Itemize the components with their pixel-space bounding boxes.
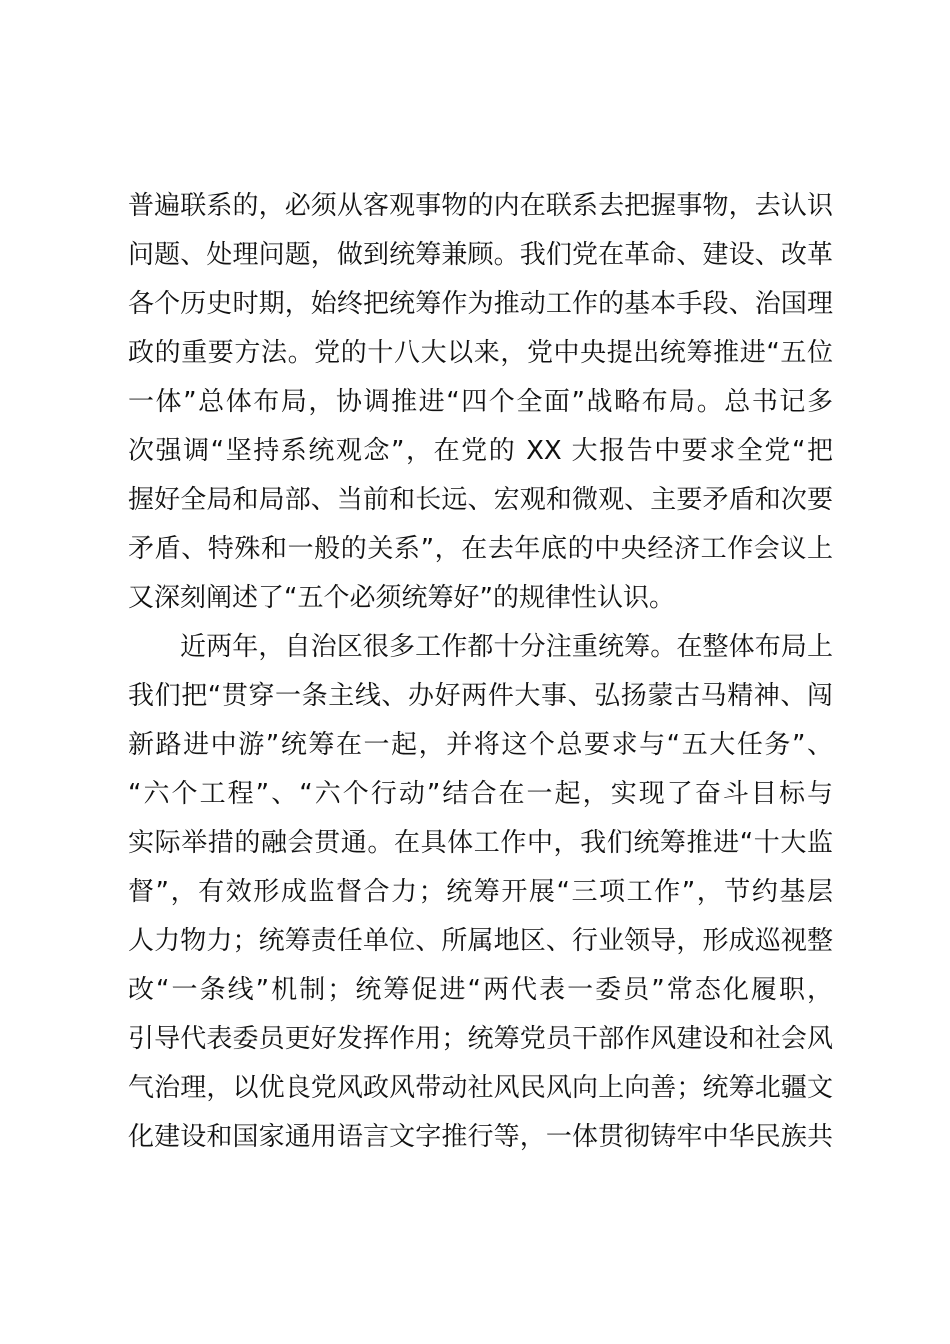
text-line: 督”，有效形成监督合力；统筹开展“三项工作”，节约基层 [128,877,833,907]
text-line: 各个历史时期，始终把统筹作为推动工作的基本手段、治国理 [128,289,833,319]
text-line: 问题、处理问题，做到统筹兼顾。我们党在革命、建设、改革 [128,240,833,270]
text-line: 化建设和国家通用语言文字推行等，一体贯彻铸牢中华民族共 [128,1122,833,1152]
text-line: “六个工程”、“六个行动”结合在一起，实现了奋斗目标与 [128,779,833,809]
text-line: 握好全局和局部、当前和长远、宏观和微观、主要矛盾和次要 [128,485,833,515]
text-line: 一体”总体布局，协调推进“四个全面”战略布局。总书记多 [128,387,833,417]
text-line: 引导代表委员更好发挥作用；统筹党员干部作风建设和社会风 [128,1024,833,1054]
text-line: 矛盾、特殊和一般的关系”，在去年底的中央经济工作会议上 [128,534,833,564]
text-line: 实际举措的融会贯通。在具体工作中，我们统筹推进“十大监 [128,828,833,858]
text-line: 又深刻阐述了“五个必须统筹好”的规律性认识。 [128,583,675,613]
text-line: 次强调“坚持系统观念”，在党的 XX 大报告中要求全党“把 [128,436,833,466]
text-line: 政的重要方法。党的十八大以来，党中央提出统筹推进“五位 [128,338,833,368]
body-text [128,182,833,1162]
text-line: 人力物力；统筹责任单位、所属地区、行业领导，形成巡视整 [128,926,833,956]
text-line: 近两年，自治区很多工作都十分注重统筹。在整体布局上 [180,632,833,662]
text-line: 普遍联系的，必须从客观事物的内在联系去把握事物，去认识 [128,191,833,221]
text-line: 气治理，以优良党风政风带动社风民风向上向善；统筹北疆文 [128,1073,833,1103]
text-line: 新路进中游”统筹在一起，并将这个总要求与“五大任务”、 [128,730,833,760]
text-line: 我们把“贯穿一条主线、办好两件大事、弘扬蒙古马精神、闯 [128,681,833,711]
text-line: 改“一条线”机制；统筹促进“两代表一委员”常态化履职， [128,975,833,1005]
